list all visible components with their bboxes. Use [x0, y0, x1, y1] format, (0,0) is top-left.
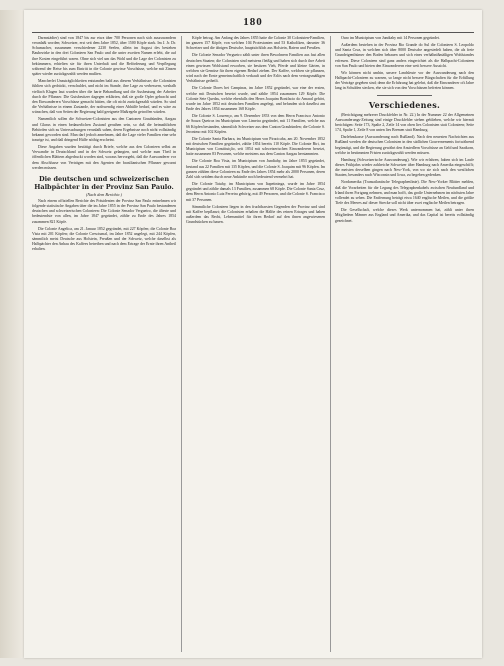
- paragraph: Diese Angaben wurden bestätigt durch Briefe, welche aus den Colonieen selbst an Verwandte in Deutschland und in der Schweiz gelangten, und welche zum Theil in öffentlichen Blättern abgedruckt worden sind, woraus hervorgeht, daß die Auswanderer vor dem Abschlusse von Verträgen mit den Agenten der brasilianischen Pflanzer gewarnt werden müssen.: [32, 145, 176, 170]
- paragraph: Die Colonie Tatuhy, im Municipium von Itapetininga, wurde im Jahre 1854 gegründet und zählte damals 13 Familien, zusammen 68 Köpfe. Die Colonie Santa Cruz, dem Herrn Antonio Luiz Ferreira gehörig, mit 49 Personen, und die Colonie S. Francisco mit 37 Personen.: [186, 182, 325, 202]
- paragraph: Darlehnskasse (Auswanderung nach Rußland). Nach den neuesten Nachrichten aus Rußland werden die deutschen Colonisten in den südlichen Gouvernements fortwährend begünstigt, und die Regierung gewährt den Ansiedlern Vorschüsse an Geld und Saatkorn, welche in bestimmten Fristen zurückgezahlt werden müssen.: [335, 135, 474, 155]
- column-left: [32, 36, 176, 652]
- paragraph: Sämmtliche Colonieen liegen in den fruchtbarsten Gegenden der Provinz und sind mit Kaffee bepflanzt; die Colonisten erhalten die Hälfte des reinen Ertrages und haben außerdem das Recht, Lebensmittel für ihren Bedarf auf den ihnen angewiesenen Grundstücken zu bauen.: [186, 204, 325, 225]
- paragraph: Die Colonie Angelica, am 21. Januar 1852 gegründet, mit 227 Köpfen; die Colonie Boa Vista mit 201 Köpfen; die Colonie Cresciumal, im Jahre 1852 angelegt, mit 244 Köpfen, sämmtlich meist Deutsche aus Holstein, Preußen und der Schweiz, welche daselbst als Halbpächter den Anbau des Kaffees betreiben und nach dem Ertrage der Ernte ihren Antheil erhalten.: [32, 226, 176, 252]
- paragraph: Nordamerika (Transatlantische Telegraphenlinie). Die New-Yorker Blätter melden, daß die Vorarbeiten für die Legung des Telegraphenkabels zwischen Neufundland und Irland ihren Fortgang nehmen, und man hofft, das große Unternehmen im nächsten Jahre vollendet zu sehen. Die Entfernung beträgt etwa 1640 englische Meilen, und die größte Tiefe des Meeres auf dieser Strecke soll nicht über zwei englische Meilen betragen.: [335, 180, 474, 206]
- paragraph: Köpfe betrug. Am Anfang des Jahres 1855 hatte die Colonie 30 Colonisten-Familien, im ganzen 157 Köpfe, von welchen 104 Protestanten und 53 Katholiken, darunter 36 Schweizer und die übrigen Deutsche, hauptsächlich aus Holstein, Baiern und Preußen.: [186, 36, 325, 51]
- paragraph: Darmstädter) sind von 1847 bis zur etwa über 700 Personen nach sich auszuwandern veranlaßt worden; Schweizer, erst seit dem Jahre 1852, über 1500 Köpfe stark. Im J. Jr. Dr. Schumacher, zusammen verschiedener 2230 Seelen, allein im August des bestehen Baubezirke in den drei Colonieen San Paulo und die unter zweiten Namen erlebt, die auf ihre Kosten eingeführt waren. Ohne sich viel um das Wohl und die Lage der Colonisten zu bekümmern, erhielten sie für ihren Unterhalt und die Beförderung und Verpflegung während der Reise bis zum Eintritt in die Colonie gewisse Vorschüsse, welche mit Zinsen später wieder zurückgezahlt werden mußten.: [32, 36, 176, 77]
- paragraph: Außerdem bestehen in der Provinz Rio Grande do Sul die Colonieen S. Leopoldo und Santa Cruz, in welchen sich über 8000 Deutsche angesiedelt haben, die als freie Grundeigenthümer den Boden bebauen und sich eines verhältnißmäßigen Wohlstandes erfreuen. Diese Colonieen sind ganz anders eingerichtet als die Halbpacht-Colonieen von San Paulo und bieten den Einwanderern eine weit bessere Aussicht.: [335, 43, 474, 68]
- paragraph: Die Colonie Santa Barbara, im Municipium von Piracicaba, am 20. November 1852 mit deutschen Familien gegründet, zählte 1854 bereits 110 Köpfe. Die Colonie Biri, im Municipium von Constituição, seit 1854 mit schweizerischen Einwanderern besetzt, hatte zusammen 83 Personen, welche meistens aus dem Canton Aargau herstammten.: [186, 136, 325, 157]
- section-title: Verschiedenes.: [368, 99, 441, 110]
- paragraph: Die Gesellschaft, welche dieses Werk unternommen hat, zählt unter ihren Mitgliedern Männer aus England und Amerika, und das Capital ist bereits vollständig gezeichnet.: [335, 208, 474, 223]
- column-middle: [181, 36, 325, 652]
- paragraph: Nach einem offiziellen Berichte des Präsidenten der Provinz San Paulo entnehmen wir folgende statistische Angaben über die im Jahre 1855 in der Provinz San Paulo bestandenen deutschen und schweizerischen Colonieen: Die Colonie Senador Vergueiro, die älteste und bedeutendste von allen, im Jahre 1847 gegründet, zählte zu Ende des Jahres 1854 zusammen 821 Köpfe.: [32, 198, 176, 224]
- paragraph: Die Colonie Dores bei Campinas, im Jahre 1852 gegründet, war eine der ersten, welche mit Deutschen besetzt wurde, und zählte 1854 zusammen 129 Köpfe. Die Colonie Sete Quedas, welche ebenfalls den Herrn Joaquim Bonifacio do Amaral gehört, wurde im Jahre 1852 mit deutschen Familien angelegt, und befanden sich daselbst am Ende des Jahres 1854 zusammen 168 Köpfe.: [186, 86, 325, 112]
- paragraph: Die Colonie Senador Vergueiro zählt unter ihren Bewohnern Familien aus fast allen deutschen Staaten; die Colonisten sind meistens fleißig und haben sich durch ihre Arbeit einen gewissen Wohlstand erworben, sie besitzen Vieh, Pferde und kleine Gärten, in welchen sie Gemüse für ihren eigenen Bedarf ziehen. Der Kaffee, welchen sie pflanzen, wird nach der Ernte gemeinschaftlich verkauft und der Erlös nach dem vertragsmäßigen Verhältnisse getheilt.: [186, 53, 325, 84]
- header-rule: [32, 32, 474, 33]
- paragraph: (Berichtigung mehrerer Druckfehler in Nr. 22.) In der Nummer 22 der Allgemeinen Auswanderungs-Zeitung sind einige Druckfehler stehen geblieben, welche wir hiermit berichtigen: Seite 173, Spalte 2, Zeile 14 von oben lies Colonisten statt Colonieen; Seite 174, Spalte 1, Zeile 8 von unten lies Bremen statt Hamburg.: [335, 112, 474, 133]
- article-subhead: (Nach dem Berichte.): [86, 191, 122, 197]
- text-columns: [32, 36, 474, 652]
- paragraph: Die Colonie S. Lourenço, am 9. Dezember 1853 von dem Herrn Francisco Antonio de Souza Queiroz im Municipium von Limeira gegründet, mit 11 Familien, welche aus 66 Köpfen bestanden, sämmtlich Schweizer aus dem Canton Graubünden; die Colonie S. Jeronimo mit 102 Köpfen.: [186, 114, 325, 134]
- section-divider: [377, 95, 433, 96]
- paragraph: Wir können nicht umhin, unsere Landsleute vor der Auswanderung nach den Halbpacht-Colonieen zu warnen, so lange nicht bessere Bürgschaften für die Erfüllung der Verträge gegeben sind; denn die Erfahrung hat gelehrt, daß die Einwanderer oft Jahre lang in Schulden stecken, ehe sie sich von den Vorschüssen befreien können.: [335, 70, 474, 91]
- column-right: [330, 36, 474, 652]
- page-number: 180: [243, 16, 263, 28]
- article-headline: Die deutschen und schweizerischen Halbpächter in der Provinz San Paulo.: [34, 174, 174, 191]
- newspaper-page: [24, 10, 482, 658]
- paragraph: Mancherlei Unzuträglichkeiten entstanden bald aus diesem Verhältnisse; die Colonisten fühlten sich gedrückt, verschuldet, und nicht im Stande, ihre Lage zu verbessern, weshalb vielfach Klagen laut wurden über die harte Behandlung und die Ausbeutung der Arbeiter durch die Pflanzer. Die Gutsbesitzer dagegen erklärten, daß sie große Opfer gebracht und den Einwanderern Vorschüsse gemacht hätten, die oft nicht zurückgezahlt würden. So sind die Verhältnisse in einem Zustande, der nothwendig einer Abhülfe bedarf, und es wäre zu wünschen, daß von Seiten der Regierung bald geeignete Maßregeln getroffen würden.: [32, 79, 176, 115]
- page-binding-shadow: [0, 10, 24, 658]
- paragraph: Ouro im Municipium von Jundiahy mit 14 Personen gegründet.: [341, 36, 440, 40]
- paragraph: Die Colonie Boa Vista, im Municipium von Jundiahy, im Jahre 1853 gegründet, bestand aus 22 Familien mit 135 Köpfen, und die Colonie S. Joaquim mit 96 Köpfen. Im ganzen zählten diese Colonieen zu Ende des Jahres 1854 mehr als 2000 Personen, deren Zahl sich seitdem durch neue Ankünfte noch bedeutend vermehrt hat.: [186, 159, 325, 179]
- paragraph: Hamburg (Schweizerische Auswanderung). Wie wir erfahren, haben sich im Laufe dieses Frühjahrs wieder zahlreiche Schweizer über Hamburg nach Amerika eingeschifft; die meisten derselben gingen nach New-York, von wo sie sich nach den westlichen Staaten, besonders nach Wisconsin und Iowa, zu begeben gedenken.: [335, 157, 474, 178]
- paragraph: Namentlich sollen die Schweizer-Colonisten aus den Cantonen Graubünden, Aargau und Glarus in einen bedauerlichen Zustand gerathen sein, so daß die heimathlichen Behörden sich zu Untersuchungen veranlaßt sahen, deren Ergebnisse noch nicht vollständig bekannt geworden sind. Man darf jedoch annehmen, daß die Lage vieler Familien eine sehr traurige ist, und daß dringend Hülfe nöthig erscheint.: [32, 117, 176, 142]
